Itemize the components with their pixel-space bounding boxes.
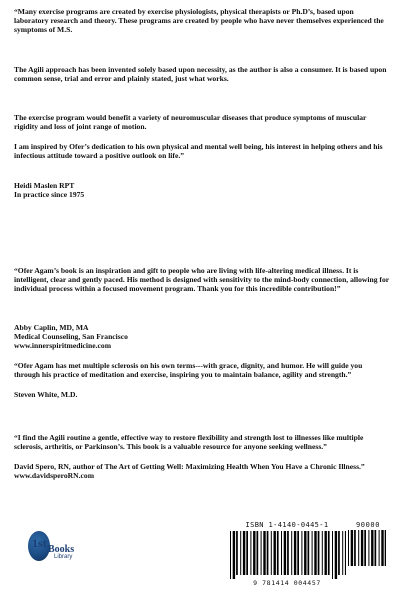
logo-text-library: Library	[54, 554, 73, 560]
review-4-author-name: David Spero, RN, author of The Art of Getting Well: Maximizing Health When You Have a Chronic Illness.”	[14, 462, 365, 471]
review-4-attribution	[14, 462, 390, 480]
review-3-author-name: Steven White, M.D.	[14, 390, 78, 399]
review-2-attribution	[14, 323, 390, 351]
isbn-barcode	[228, 521, 390, 589]
review-3-quote: “Ofer Agam has met multiple sclerosis on his own terms---with grace, dignity, and humor. He will guide you through his practice of meditation and exercise, inspiring you to maintain balance, agility and strength.”	[14, 361, 363, 380]
logo-text-1st: 1st	[32, 536, 47, 550]
review-2-author-title: Medical Counseling, San Francisco	[14, 332, 128, 342]
publisher-logo	[28, 531, 88, 565]
review-1-paragraph-4: I am inspired by Ofer’s dedication to his own physical and mental well being, his interest in helping others and his infectious attitude toward a positive outlook on life.”	[14, 142, 383, 161]
review-2-author-url: www.innerspiritmedicine.com	[14, 341, 112, 351]
review-1-author-detail: In practice since 1975	[14, 190, 85, 200]
review-1-attribution	[14, 181, 390, 199]
review-1-paragraph-2: The Agili approach has been invented solely based upon necessity, as the author is also a consumer. It is based upon common sense, trial and error and plainly stated, just what works.	[14, 65, 387, 84]
barcode-digits: 9 781414 004457	[253, 579, 321, 587]
ean-barcode-bars	[230, 531, 346, 579]
review-4-quote: “I find the Agili routine a gentle, effective way to restore flexibility and strength lost to illnesses like multiple sclerosis, arthritis, or Parkinson’s. This book is a valuable resource for anyone seeking wellness.”	[14, 433, 364, 452]
review-3-attribution	[14, 390, 390, 399]
review-2-quote: “Ofer Agam’s book is an inspiration and gift to people who are living with life-altering medical illness. It is intelligent, clear and gently paced. His method is designed with sensitivity to the mind-body connection, allowing for individual process within a focused movement program. Thank you for this incredible contribution!”	[14, 266, 389, 294]
review-1-paragraph-1: “Many exercise programs are created by exercise physiologists, physical therapists or Ph.D’s, based upon laboratory research and theory. These programs are created by people who have never themselves experienced the symptoms of M.S.	[14, 7, 384, 35]
addon-barcode-bars	[348, 530, 386, 570]
review-1-paragraph-3: The exercise program would benefit a variety of neuromuscular diseases that produce symptoms of muscular rigidity and loss of joint range of motion.	[14, 113, 367, 132]
isbn-label: ISBN 1-4140-0445-1	[245, 521, 329, 529]
review-1-author-name: Heidi Maslen RPT	[14, 181, 75, 190]
review-4-author-url: www.davidsperoRN.com	[14, 471, 95, 481]
review-2-author-name: Abby Caplin, MD, MA	[14, 323, 89, 332]
price-code-label: 90000	[355, 521, 381, 529]
logo-text-books: Books	[48, 544, 75, 555]
